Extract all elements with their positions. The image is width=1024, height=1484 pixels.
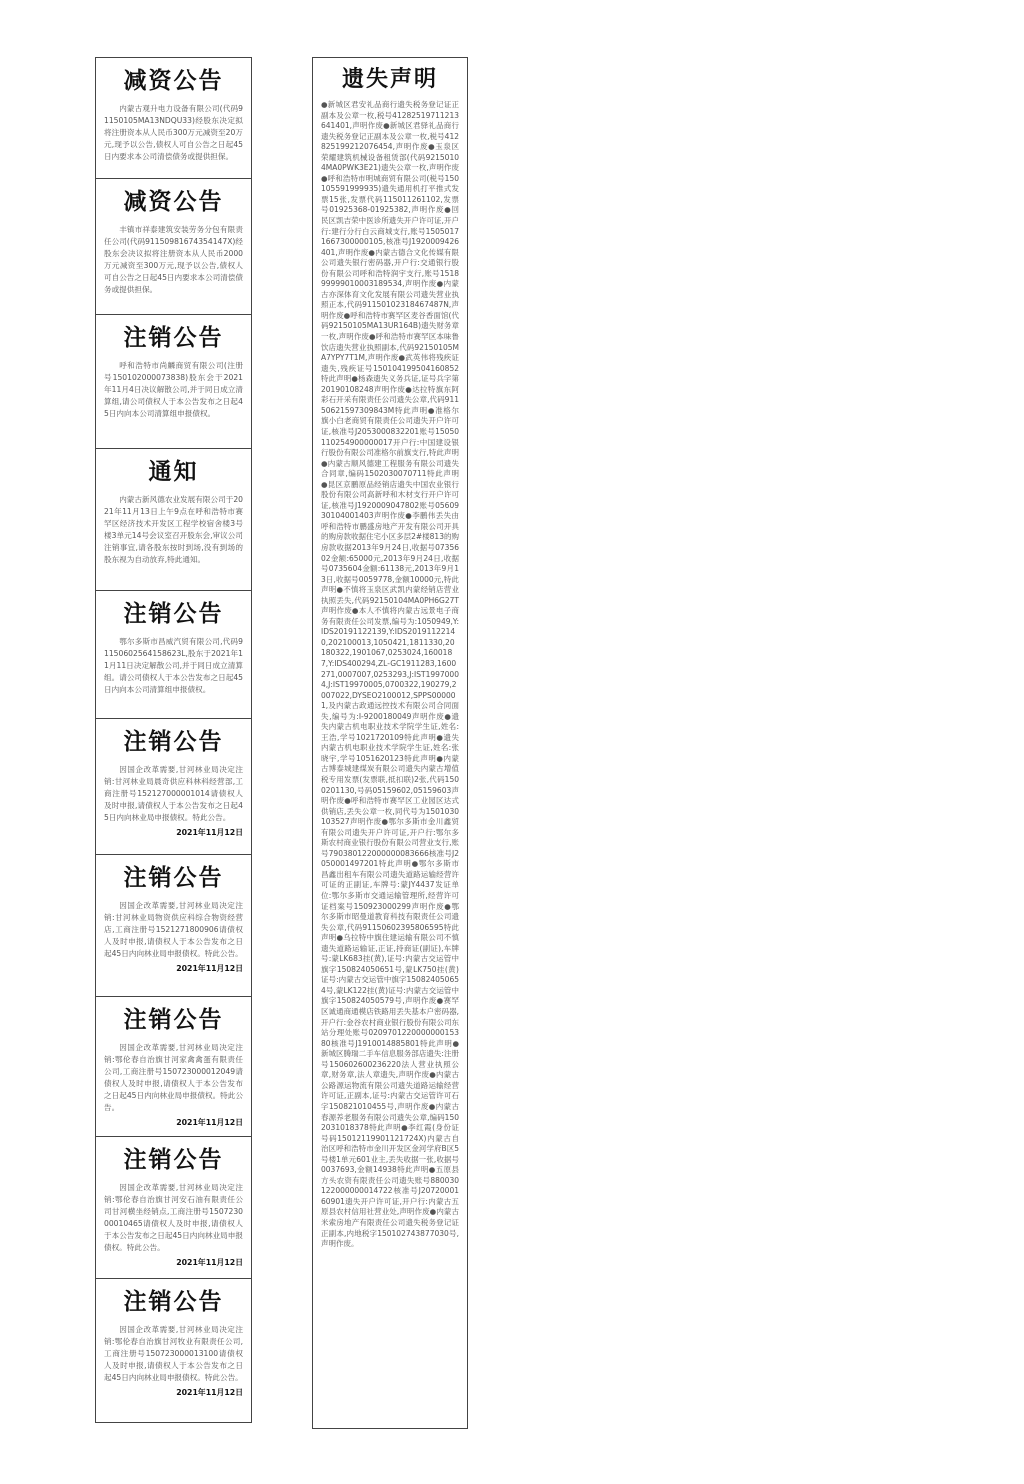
notice-body: 因国企改革需要,甘河林业局决定注销:鄂伦春自治旗甘河安石油有限责任公司甘河横坐经销点,工商注册号150723000010465请债权人及时申报,请债权人于本公告发布之日起45日内向林业局申报债权。特此公告。: [104, 1183, 243, 1252]
notice-date: 2021年11月12日: [176, 828, 243, 837]
notice-body: 因国企改革需要,甘河林业局决定注销:鄂伦春自治旗甘河牧业有限责任公司,工商注册号150723000013100请债权人及时申报,请债权人于本公告发布之日起45日内向林业局申报债权。特此公告。: [104, 1325, 243, 1382]
notice-title: 减资公告: [123, 189, 224, 215]
notice-body: 呼和浩特市尚麟商贸有限公司(注册号150102000073838)股东会于2021年11月4日决议解散公司,并于同日成立清算组,请公司债权人于本公告发布之日起45日内向本公司清算组申报债权。: [104, 361, 243, 418]
notice-body: 因国企改革需要,甘河林业局决定注销:甘河林业局物资供应科综合物资经营店,工商注册号1521271800906请债权人及时申报,请债权人于本公告发布之日起45日内向林业局申报债权。特此公告。: [104, 901, 243, 958]
notice-title: 注销公告: [123, 865, 224, 891]
notice-body: 鄂尔多斯市昌威汽贸有限公司,代码91150602564158623L,股东于2021年11月11日决定解散公司,并于同日成立清算组。请公司债权人于本公告发布之日起45日内向本公司清算组申报债权。: [104, 637, 243, 694]
notice-title: 注销公告: [123, 1007, 224, 1033]
lost-notice-body: ●新城区君安礼品商行遗失税务登记证正副本及公章一枚,税号412825197112136414​01,声明作废●新城区君驿礼品商行遗失税务登记正副本及公章一枚,税号412825199212076454,声明作废●玉泉区荣耀建筑机械设备租赁部(代码92150104MA0PWK3E21)遗失公章一枚,声明作废●呼和浩特市明城商贸有限公司(税号150105591999935)遗失通用机打平推式发票15张,发票代码115011261102,发票号01925368-01925382,声明作废●回民区凯吉荣中医诊所遗失开户许可证,开户行:建行分行白云商城支行,账号15050171667300000105,核准号J1920009426401,声明作废●内蒙古德合文化传媒有限公司遗失银行密码器,开户行:交通银行股份有限公司呼和浩特润宇支行,账号151899999010003189534,声明作废●内蒙古亦深体育文化发展有限公司遗失营业执照正本,代码91150102318467487N,声明作废●呼和浩特市赛罕区麦谷香面馆(代码92150105MA13UR164B)遗失财务章一枚,声明作废●呼和浩特市赛罕区本味鲁饮店遗失营业执照副本,代码92150105MA7YPY7T1M,声明作废●武英伟将残疾证遗失,残疾证号150104199504160852特此声明●杨森遗失义务兵证,证号兵字第20190108248声明作废●达拉特旗东阿彩石开采有限责任公司遗失公章,代码91150621597309843M特此声明●准格尔旗小白老商贸有限责任公司遗失开户许可证,核准号J2053000832201账号15050110254900000017开户行:中国建设银行股份有限公司准格尔前旗支行,特此声明●内蒙古顺风德建工程服务有限公司遗失合同章,编码150203007071​1特此声明●昆区京鹏原品经销店遗失中国农业银行股份有限公司高新呼和木材支行开户许可证,核准号J1920009047802账号05609301040014​03声明作废●李鹏伟丢失由呼和浩特市鹏盛房地产开发有限公司开具的购房款收据住宅小区多层2#楼813的购房款收据2013年9月24日,收据号0735602金额:65000元,2013年9月24日,收据号0735604金额:61138元,2013年9月13日,收据号0059778,金额10000元,特此声明●不慎将玉泉区武凯内蒙经销店营业执照丢失,代码92150104MA0PH6G27T声明作废●本人不慎将内蒙古远景电子商务有限责任公司发票,编号为:1050949,Y:IDS20191122139,Y:IDS20191122140,20210001​3,1050421,1811330,20180322,1901067,0253024,1600187,Y:IDS400294,ZL-GC1911283,1600271,0007007,0253293,J:IST1997000​4,J:IST19970005,0700322,190279,2007022,DYSEO2100012,SPPS000001,及内蒙古政通远控技术有限公司合同面失,编号为:I-9200180049声明作废●遗失内蒙古机电职业技术学院学生证,姓名:王浩,学号1021720109特此声明●遗失内蒙古机电职业技术学院学生证,姓名:张晓宇,学号1051620123特此声明●内蒙古博泰城建煤炭有限公司遗失内蒙古增值税专用发票(发票联,抵扣联)2张,代码1500201130,号码05159602,05159603声明作废●呼和浩特市赛罕区工业园区达式供销店,丢失公章一枚,同代号为1501030103527声明作废●鄂尔多斯市金川鑫贸有限公司遗失开户许可证,开户行:鄂尔多斯农村商业银行股份有限公司营业支行,账号79038012200000008366​6核准号J2050001497201特此声明●鄂尔多斯市昌鑫出租车有限公司遗失道路运输经营许可证的正副证,车牌号:蒙JY4437发证单位:鄂尔多斯市交通运输管理所,经营许可证档案号150923000299声明作废●鄂尔多斯市昭曼道教育科技有限责任公司遗失公章,代码91150602395806595特此声明●乌拉特中旗住建运输有限公司不慎遗失道路运输证,正证,持商证(副证),车牌号:蒙LK683挂(黄),证号:内蒙古交运管中旗字150824050651号,蒙LK750挂(黄)证号:内蒙古交运管中旗字150824050654号,蒙LK122挂(黄)证号:内蒙古交运管中旗字150824050579号,声明作废●赛罕区诚通商通模店铁路用丢失基本户密码器,开户行:金谷农村商业银行股份有限公司东站分理处账号020970122000000015380核准号J1910014885801特此声明●新城区腾瑞二手车信息服务部店遗失:注册号150602600236220法人营业执照公章,财务章,法人章遗失,声明作废●内蒙古公路源运物流有限公司遗失道路运输经营许可证,正副本,证号:内蒙古交运管许可石字150821010455号,声明作废●内蒙古春源养老服务有限公司遗失公章,编码1502031018378特此声明●李红霞(身份证号码15012119901121724X)内蒙古自治区呼和浩特市金川开发区金河学府B区5号楼1单元601业主,丢失收据一张,收据号0037693,金额14938特此声明●五原县方头农资有限责任公司遗失账号880030122000000014722核准号J2072000160901遗失开户许可证,开户行:内蒙古五原县农村信用社营业处,声明作废●内蒙古米索房地产有限责任公司遗失税务登记证正副本,内地税字150102743877030号,声明作废。: [321, 100, 459, 1249]
notice-body: 丰镇市祥泰建筑安装劳务分包有限责任公司(代码91150981674354147X)经股东会决议拟将注册资本从人民币2000万元减资至300万元,现予以公告,债权人可自公告之日起45日内要求本公司清偿债务或提供担保。: [104, 225, 243, 294]
notice-box: [96, 996, 251, 1136]
lost-notice-column: [312, 57, 468, 1429]
notice-body: 内蒙古观升电力设备有限公司(代码91150105MA13NDQU33)经股东决定拟将注册资本从人民币300万元减资至20万元,现予以公告,债权人可自公告之日起45日内要求本公司清偿债务或提供担保。: [104, 104, 243, 161]
notice-box: [96, 314, 251, 448]
notice-body: 内蒙古新风德农业发展有限公司于2021年11月13日上午9点在呼和浩特市赛罕区经济技术开发区工程学校宿舍楼3号楼3单元14号会议室召开股东会,审议公司注销事宜,请各股东按时到场,没有到场的股东视为自动放弃,特此通知。: [104, 495, 243, 564]
notice-body: 因国企改革需要,甘河林业局决定注销:甘河林业局晨奇供应科林科经营部,工商注册号152127000001014请债权人及时申报,请债权人于本公告发布之日起45日内向林业局申报债权。特此公告。: [104, 765, 243, 822]
notice-box: [96, 590, 251, 718]
notice-title: 注销公告: [123, 729, 224, 755]
notice-title: 注销公告: [123, 1289, 224, 1315]
notice-title: 减资公告: [123, 68, 224, 94]
lost-notice-title: 遗失声明: [341, 67, 438, 92]
notice-date: 2021年11月12日: [176, 1388, 243, 1397]
notice-body: 因国企改革需要,甘河林业局决定注销:鄂伦春自治旗甘河家禽禽蛋有限责任公司,工商注册号150723000012049请债权人及时申报,请债权人于本公告发布之日起45日内向林业局申报债权。特此公告。: [104, 1043, 243, 1112]
notice-box: [96, 1136, 251, 1278]
notice-box: [96, 58, 251, 178]
notice-box: [96, 1278, 251, 1422]
notice-date: 2021年11月12日: [176, 964, 243, 973]
notice-box: [96, 854, 251, 996]
notice-title: 通知: [148, 459, 199, 485]
notice-title: 注销公告: [123, 1147, 224, 1173]
notice-date: 2021年11月12日: [176, 1258, 243, 1267]
notice-title: 注销公告: [123, 325, 224, 351]
notice-box: [96, 178, 251, 314]
notice-box: [96, 718, 251, 854]
left-notices-column: [95, 57, 252, 1423]
notice-box: [96, 448, 251, 590]
notice-title: 注销公告: [123, 601, 224, 627]
notice-date: 2021年11月12日: [176, 1118, 243, 1127]
